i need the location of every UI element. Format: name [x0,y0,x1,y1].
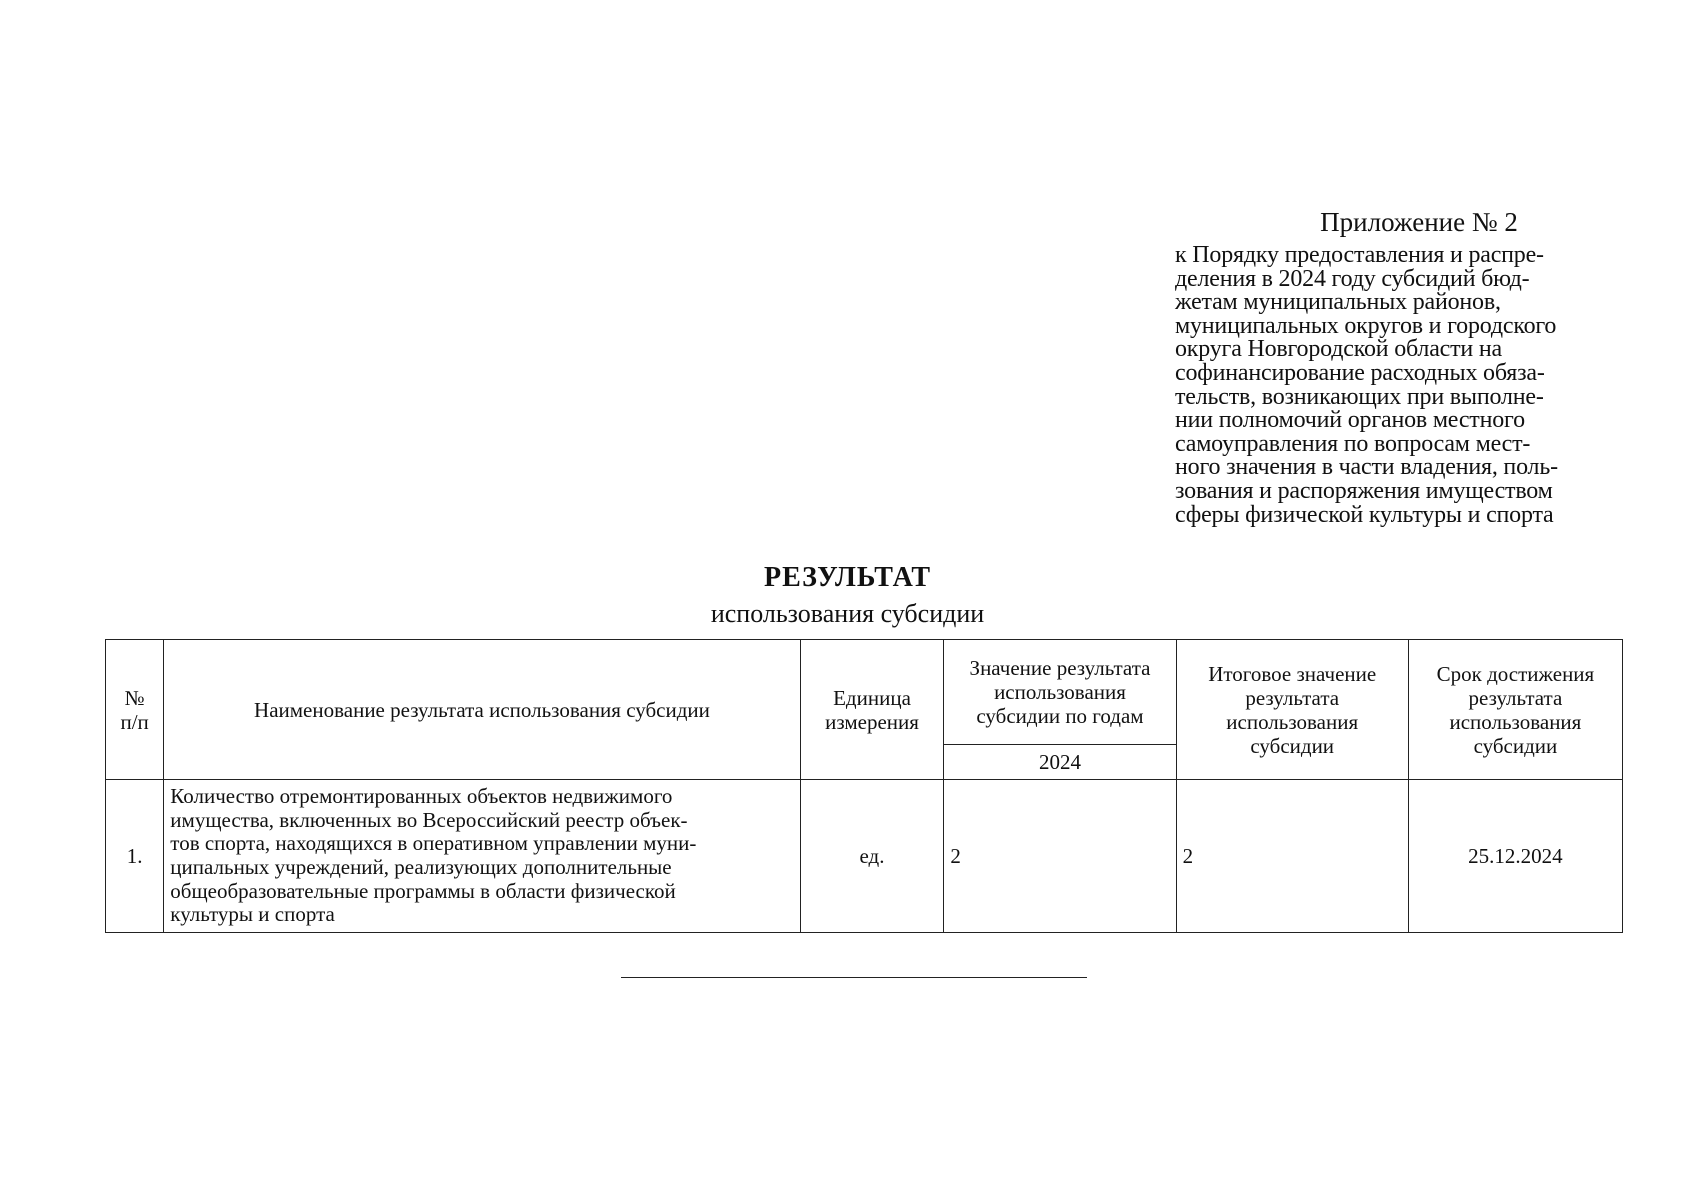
header-year: 2024 [944,745,1176,780]
row-value-2024: 2 [944,780,1176,933]
row-deadline: 25.12.2024 [1408,780,1622,933]
appendix-block [1175,207,1625,527]
appendix-text: к Порядку предоставления и распре- деления в 2024 году субсидий бюд- жетам муниципальных районов, муниципальных округов и городского округа Новгородской области на софинансирование расходных обяза- тельств, возникающих при выполне- нии полномочий органов местного самоуправления по вопросам мест- ного значения в части владения, поль- зования и распоряжения имуществом сферы физической культуры и спорта [1175,242,1558,528]
row-unit: ед. [800,780,944,933]
end-divider [621,977,1087,978]
row-name: Количество отремонтированных объектов недвижимого имущества, включенных во Всероссийский реестр объек- тов спорта, находящихся в оперативном управлении муни- ципальных учреждений, реализующих дополнительные общеобразовательные программы в области физической культуры и спорта [164,780,800,933]
header-unit: Единица измерения [800,640,944,780]
document-title: РЕЗУЛЬТАТ [763,562,932,593]
document-subtitle: использования субсидии [710,599,985,628]
row-num: 1. [106,780,164,933]
header-num: № п/п [106,640,164,780]
header-deadline: Срок достижения результата использования субсидии [1408,640,1622,780]
header-total: Итоговое значение результата использования субсидии [1176,640,1408,780]
table-row [106,780,1623,933]
header-name: Наименование результата использования субсидии [164,640,800,780]
table-header-row [106,640,1623,745]
result-table [105,639,1623,933]
appendix-title: Приложение № 2 [1320,207,1518,237]
row-total: 2 [1176,780,1408,933]
header-value: Значение результата использования субсидии по годам [944,640,1176,745]
